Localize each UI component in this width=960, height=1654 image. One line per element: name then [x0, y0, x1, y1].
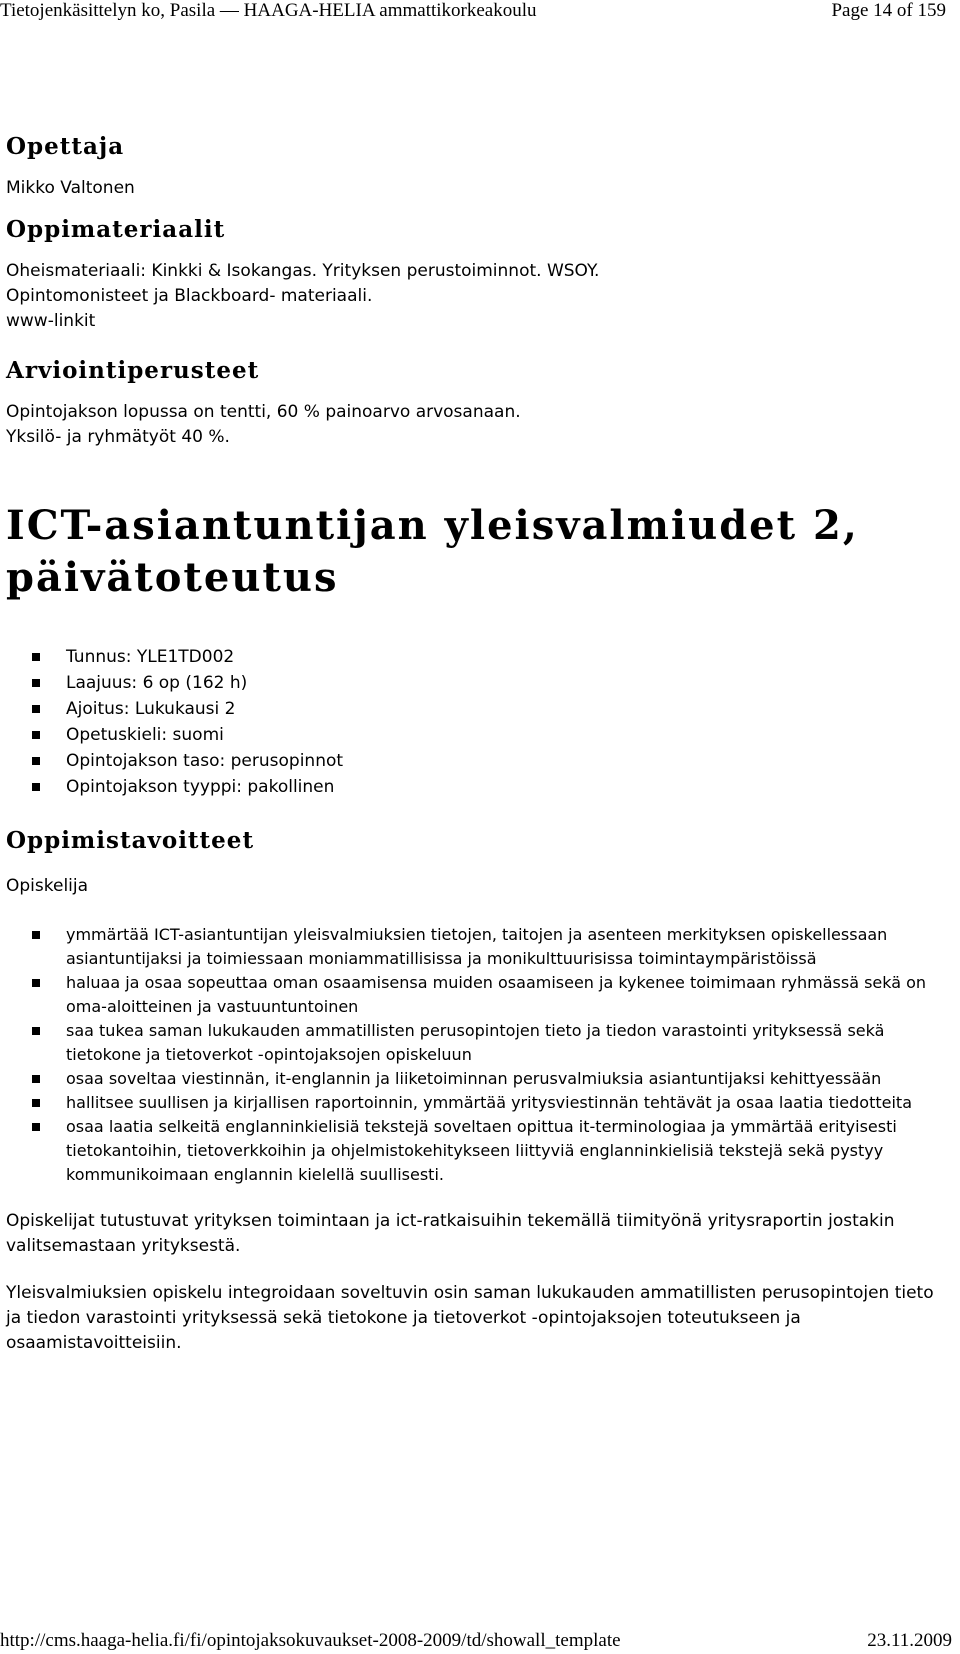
footer-url: http://cms.haaga-helia.fi/fi/opintojaksokuvaukset-2008-2009/td/showall_template	[0, 1630, 621, 1651]
course-title	[6, 500, 946, 604]
list-item: ymmärtää ICT-asiantuntijan yleisvalmiuksien tietojen, taitojen ja asenteen merkityksen opiskellessaan asiantuntijaksi ja toimiessaan moniammatillisissa ja monikulttuurisissa toimintaympäristöissä	[6, 923, 946, 971]
materials-heading: Oppimateriaalit	[6, 216, 226, 243]
document-content	[6, 132, 946, 1356]
footer-date: 23.11.2009	[867, 1630, 952, 1651]
list-item: Opetuskieli: suomi	[6, 722, 946, 748]
bullet-icon	[32, 979, 40, 987]
teacher-name: Mikko Valtonen	[6, 178, 135, 198]
list-item: Opintojakson taso: perusopinnot	[6, 748, 946, 774]
course-title-line: ICT-asiantuntijan yleisvalmiudet 2,	[6, 502, 859, 549]
assessment-heading: Arviointiperusteet	[6, 357, 260, 384]
bullet-icon	[32, 705, 40, 713]
bullet-icon	[32, 679, 40, 687]
bullet-icon	[32, 931, 40, 939]
page-header	[0, 0, 960, 40]
assessment-text	[6, 400, 946, 450]
materials-line: www-linkit	[6, 311, 96, 331]
objectives-list	[6, 923, 946, 1187]
assessment-line: Opintojakson lopussa on tentti, 60 % painoarvo arvosanaan.	[6, 402, 521, 422]
list-item: haluaa ja osaa sopeuttaa oman osaamisensa muiden osaamiseen ja kykenee toimimaan ryhmässä sekä on oma-aloitteinen ja vastuuntuntoinen	[6, 971, 946, 1019]
materials-text	[6, 259, 946, 334]
objectives-paragraph: Opiskelijat tutustuvat yrityksen toimintaan ja ict-ratkaisuihin tekemällä tiimityönä yritysraportin jostakin valitsemastaan yrityksestä.	[6, 1211, 895, 1256]
list-item: saa tukea saman lukukauden ammatillisten perusopintojen tieto ja tiedon varastointi yrityksessä sekä tietokone ja tietoverkot -opintojaksojen opiskeluun	[6, 1019, 946, 1067]
list-item: Opintojakson tyyppi: pakollinen	[6, 774, 946, 800]
materials-line: Oheismateriaali: Kinkki & Isokangas. Yrityksen perustoiminnot. WSOY.	[6, 261, 600, 281]
course-facts-list	[6, 644, 946, 800]
objectives-heading: Oppimistavoitteet	[6, 827, 255, 854]
bullet-icon	[32, 1027, 40, 1035]
teacher-heading: Opettaja	[6, 133, 125, 160]
bullet-icon	[32, 783, 40, 791]
header-title: Tietojenkäsittelyn ko, Pasila — HAAGA-HELIA ammattikorkeakoulu	[0, 0, 537, 21]
bullet-icon	[32, 1123, 40, 1131]
list-item: hallitsee suullisen ja kirjallisen raportoinnin, ymmärtää yritysviestinnän tehtävät ja osaa laatia tiedotteita	[6, 1091, 946, 1115]
assessment-line: Yksilö- ja ryhmätyöt 40 %.	[6, 427, 230, 447]
page-footer	[0, 1626, 960, 1654]
bullet-icon	[32, 653, 40, 661]
list-item: Ajoitus: Lukukausi 2	[6, 696, 946, 722]
bullet-icon	[32, 1075, 40, 1083]
course-title-line: päivätoteutus	[6, 554, 339, 601]
bullet-icon	[32, 757, 40, 765]
list-item: Tunnus: YLE1TD002	[6, 644, 946, 670]
list-item: osaa laatia selkeitä englanninkielisiä tekstejä soveltaen opittua it-terminologiaa ja ymmärtää erityisesti tietokantoihin, tietoverkkoihin ja ohjelmistokehitykseen liittyviä englanninkielisiä tekstejä sekä pystyy kommunikoimaan englannin kielellä suullisesti.	[6, 1115, 946, 1187]
list-item: Laajuus: 6 op (162 h)	[6, 670, 946, 696]
list-item: osaa soveltaa viestinnän, it-englannin ja liiketoiminnan perusvalmiuksia asiantuntijaksi kehittyessään	[6, 1067, 946, 1091]
page-number: Page 14 of 159	[831, 0, 946, 21]
materials-line: Opintomonisteet ja Blackboard- materiaali.	[6, 286, 373, 306]
objectives-intro: Opiskelija	[6, 876, 89, 896]
bullet-icon	[32, 731, 40, 739]
objectives-paragraph: Yleisvalmiuksien opiskelu integroidaan soveltuvin osin saman lukukauden ammatillisten perusopintojen tieto ja tiedon varastointi yrityksessä sekä tietokone ja tietoverkot -opintojaksojen toteutukseen ja osaamistavoitteisiin.	[6, 1283, 934, 1353]
bullet-icon	[32, 1099, 40, 1107]
